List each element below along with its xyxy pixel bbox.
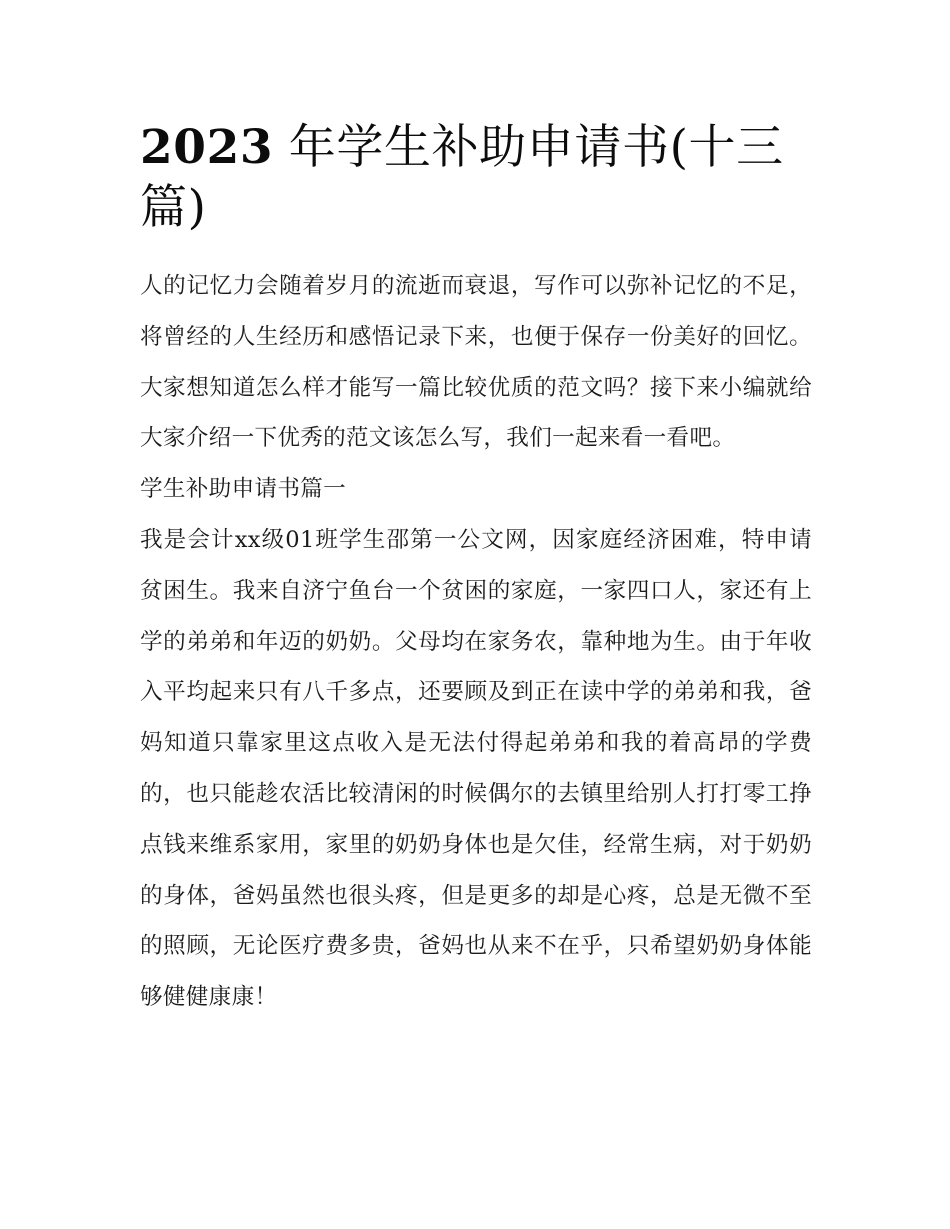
title-text: 年学生补助申请书(十三篇) — [140, 120, 784, 235]
intro-paragraph: 人的记忆力会随着岁月的流逝而衰退，写作可以弥补记忆的不足，将曾经的人生经历和感悟记录下来，也便于保存一份美好的回忆。大家想知道怎么样才能写一篇比较优质的范文吗？接下来小编就给大家介绍一下优秀的范文该怎么写，我们一起来看一看吧。 — [140, 273, 812, 452]
document-content — [140, 118, 812, 1023]
document-title — [140, 118, 812, 238]
title-year: 2023 — [140, 120, 274, 175]
body-paragraph: 我是会计xx级01班学生邵第一公文网，因家庭经济困难，特申请贫困生。我来自济宁鱼台一个贫困的家庭，一家四口人，家还有上学的弟弟和年迈的奶奶。父母均在家务农，靠种地为生。由于年收入平均起来只有八千多点，还要顾及到正在读中学的弟弟和我，爸妈知道只靠家里这点收入是无法付得起弟弟和我的着高昂的学费的，也只能趁农活比较清闲的时候偶尔的去镇里给别人打打零工挣点钱来维系家用，家里的奶奶身体也是欠佳，经常生病，对于奶奶的身体，爸妈虽然也很头疼，但是更多的却是心疼，总是无微不至的照顾，无论医疗费多贵，爸妈也从来不在乎，只希望奶奶身体能够健健康康！ — [140, 526, 812, 1011]
section-heading: 学生补助申请书篇一 — [140, 476, 347, 503]
